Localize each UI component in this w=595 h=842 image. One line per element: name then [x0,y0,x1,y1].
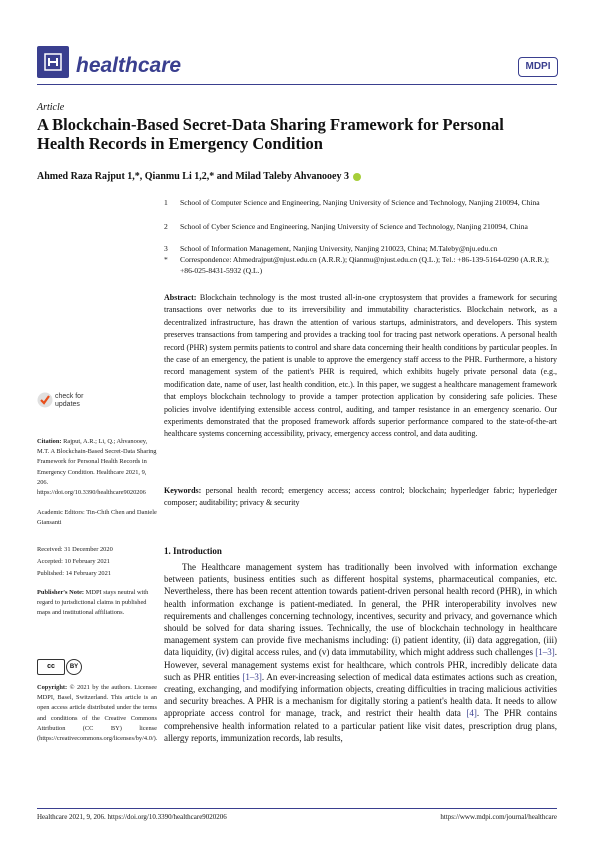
authors-text: Ahmed Raza Rajput 1,*, Qianmu Li 1,2,* and Milad Taleby Ahvanooey 3 [37,171,349,182]
footer-citation[interactable]: Healthcare 2021, 9, 206. https://doi.org/10.3390/healthcare9020206 [37,813,227,821]
correspondence: * Correspondence: Ahmedrajput@njust.edu.cn (A.R.R.); Qianmu@njust.edu.cn (Q.L.); Tel.: +86-139-5164-0290 (A.R.R.); +86-025-8431-5932 (Q.L.) [164,255,549,275]
academic-editors: Academic Editors: Tin-Chih Chen and Daniele Giansanti [37,509,157,527]
footer-journal-url[interactable]: https://www.mdpi.com/journal/healthcare [440,813,557,821]
article-type: Article [37,102,65,113]
publisher-note [37,588,157,619]
abstract-text: Blockchain technology is the most trusted all-in-one cryptosystem that provides a framework for securing transactions over networks due to its irreversibility and immutability characteristics. Blockchain network, as a decentralized infrastructure, has drawn the attention of various startups, administrators, and developers. This system preserves transactions from tampering and provides a tracking tool for tracing past network operations. A personal health record (PHR) system permits patients to control and share data concerning their health conditions by particular peoples. In the case of an emergency, the patient is unable to approve the emergency staff access to the PHR. Furthermore, a history record management system of the patient's PHR is required, which exhibits hugely private personal data (e.g., modification date, name of user, last health condition, etc.). In this paper, we suggest a healthcare management framework that employs blockchain technology to provide a tamper protection application by considering safe policies. These policies involve identifying extensible access control, auditing, and tamper resistance in an emergency scenario. Our experiments demonstrated that the proposed framework affords superior performance compared to the state-of-the-art healthcare systems concerning accessibility, privacy, emergency access control, and data auditing. [164,293,557,439]
footer-divider [37,808,557,809]
reference-link[interactable]: [4] [466,708,477,719]
article-title: A Blockchain-Based Secret-Data Sharing Framework for Personal Health Records in Emergency Condition [37,115,504,153]
intro-paragraph: The Healthcare management system has traditionally been involved with information exchange between patients, business entities such as different hospital systems, pharmaceutical companies, etc. Nevertheless, there has been recent attention towards patient-driven personal health record (PHR), in which health information exchange is patient-mediated. In general, the PHR interoperability involves new requirements and challenges concerning technology, incentives, security and privacy, and governance which should be solved for data sharing issues. Technically, the use of blockchain technology in healthcare management system can provide five mechanisms including: (i) patient identity, (ii) data aggregation, (iii) data liquidity, (iv) digital access rules, and (v) data immutability, which might address such challenges [1–3]. However, several management systems exist for healthcare, which controls PHR, incredibly delicate data such as PHR entities [1–3]. An ever-increasing selection of medical data estimates actions such as creation, creating, exchanging, and modifying information objects, creating difficulties in tracing malicious activities and security breaches. A PHR is a mechanism for digitally storing a patient's health data. It needs to allow appropriate access control for manage, track, and restrict their health data [4]. The PHR contains comprehensive health information related to a particular patient like visit dates, prescription drug plans, allergy reports, immunization records, lab results, [164,562,557,743]
published-date: Published: 14 February 2021 [37,570,112,577]
abstract-label: Abstract: [164,293,197,302]
abstract [164,292,557,441]
citation [37,437,157,498]
orcid-icon[interactable] [353,173,361,181]
check-for-updates-label[interactable]: check for updates [55,393,84,408]
section-heading: 1. Introduction [164,546,222,556]
citation-label: Citation: [37,438,62,445]
affiliation-1: 1 School of Computer Science and Engineering, Nanjing University of Science and Technology, Nanjing 210094, China [164,198,540,207]
accepted-date: Accepted: 10 February 2021 [37,558,110,565]
journal-logo [37,46,69,78]
reference-link[interactable]: [1–3] [535,647,555,658]
keywords-text: personal health record; emergency access; access control; blockchain; hyperledger fabric; hyperledger composer; auditability; privacy & security [164,486,558,508]
copyright [37,683,157,744]
keywords [164,485,557,510]
check-for-updates-icon[interactable] [37,391,53,409]
journal-name[interactable]: healthcare [76,54,182,77]
citation-text: Rajput, A.R.; Li, Q.; Ahvanooey, M.T. A Blockchain-Based Secret-Data Sharing Framework for Personal Health Records in Emergency Condition. Healthcare 2021, 9, 206. https://doi.org/10.3390/healthcare9020206 [37,438,157,497]
cc-license-icon[interactable]: cc [37,659,65,675]
healthcare-logo-icon [42,51,64,73]
header-divider [37,84,557,85]
copyright-label: Copyright: [37,684,68,691]
copyright-text: © 2021 by the authors. Licensee MDPI, Basel, Switzerland. This article is an open access article distributed under the terms and conditions of the Creative Commons Attribution (CC BY) license (https://creativecommons.org/licenses/by/4.0/). [37,684,158,743]
keywords-label: Keywords: [164,486,202,495]
publisher-logo[interactable]: MDPI [518,57,558,77]
publisher-note-label: Publisher's Note: [37,589,85,596]
reference-link[interactable]: [1–3] [242,671,262,682]
affiliation-3: 3 School of Information Management, Nanjing University, Nanjing 210023, China; M.Taleby@nju.edu.cn [164,244,498,253]
affiliation-2: 2 School of Cyber Science and Engineering, Nanjing University of Science and Technology, Nanjing 210094, China [164,222,528,231]
received-date: Received: 31 December 2020 [37,546,113,553]
author-list [37,171,362,182]
by-license-icon[interactable]: BY [66,659,82,675]
publisher-note-text: MDPI stays neutral with regard to jurisdictional claims in published maps and institutional affiliations. [37,589,149,617]
